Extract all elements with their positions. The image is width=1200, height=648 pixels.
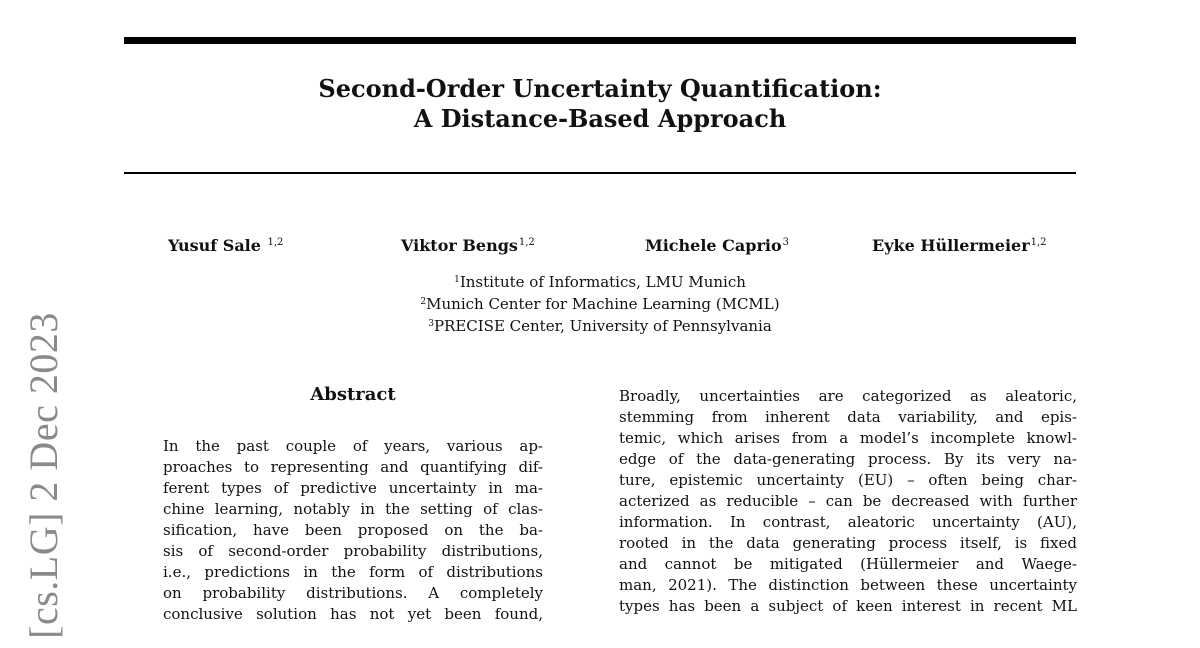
intro-line: Broadly, uncertainties are categorized as aleatoric, [619, 387, 1077, 405]
title-bottom-rule [124, 172, 1076, 174]
abstract-heading: Abstract [310, 384, 396, 405]
affil-mark: 2 [420, 297, 427, 307]
abstract-line: proaches to representing and quantifying dif- [163, 458, 543, 476]
intro-line: rooted in the data generating process itself, is fixed [619, 534, 1077, 552]
author-name: Viktor Bengs [401, 236, 518, 255]
abstract-body [163, 436, 543, 625]
author-1 [168, 236, 283, 255]
author-3 [645, 236, 789, 255]
author-4 [872, 236, 1047, 255]
abstract-line: on probability distributions. A completely [163, 584, 543, 602]
affiliation-2 [124, 292, 1076, 314]
affiliation-1 [124, 270, 1076, 292]
affiliation-list [124, 270, 1076, 336]
affiliation-3 [124, 314, 1076, 336]
intro-line: edge of the data-generating process. By its very na- [619, 450, 1077, 468]
abstract-line: conclusive solution has not yet been found, [163, 605, 543, 623]
intro-line: and cannot be mitigated (Hüllermeier and Waege- [619, 555, 1077, 573]
author-affil-mark: 3 [782, 237, 790, 248]
abstract-line: i.e., predictions in the form of distributions [163, 563, 543, 581]
arxiv-stamp-text: [cs.LG] 2 Dec 2023 [20, 311, 66, 639]
author-name: Yusuf Sale [168, 236, 261, 255]
author-list [0, 236, 1200, 260]
author-name: Eyke Hüllermeier [872, 236, 1030, 255]
intro-body [619, 386, 1077, 617]
author-affil-mark: 1,2 [518, 237, 535, 248]
author-affil-mark: 1,2 [267, 237, 284, 248]
intro-line: ture, epistemic uncertainty (EU) – often being char- [619, 471, 1077, 489]
abstract-line: ferent types of predictive uncertainty in ma- [163, 479, 543, 497]
affil-mark: 3 [428, 319, 434, 329]
abstract-line: chine learning, notably in the setting of clas- [163, 500, 543, 518]
author-name: Michele Caprio [645, 236, 782, 255]
arxiv-stamp [19, 312, 67, 638]
author-affil-mark: 1,2 [1030, 237, 1047, 248]
affil-mark: 1 [454, 275, 460, 285]
affil-text: Institute of Informatics, LMU Munich [459, 273, 746, 291]
intro-line: temic, which arises from a model’s incomplete knowl- [619, 429, 1077, 447]
intro-line: stemming from inherent data variability, and epis- [619, 408, 1077, 426]
intro-line: acterized as reducible – can be decreased with further [619, 492, 1077, 510]
intro-line: man, 2021). The distinction between these uncertainty [619, 576, 1077, 594]
author-2 [401, 236, 535, 255]
intro-line: information. In contrast, aleatoric uncertainty (AU), [619, 513, 1077, 531]
abstract-line: In the past couple of years, various ap- [163, 437, 543, 455]
title-top-rule [124, 37, 1076, 44]
paper-title [124, 74, 1076, 134]
abstract-line: sification, have been proposed on the ba- [163, 521, 543, 539]
affil-text: PRECISE Center, University of Pennsylvania [433, 317, 772, 335]
title-line-2: A Distance-Based Approach [413, 104, 787, 133]
intro-line: types has been a subject of keen interest in recent ML [619, 597, 1077, 615]
affil-text: Munich Center for Machine Learning (MCML) [426, 295, 780, 313]
title-line-1: Second-Order Uncertainty Quantification: [318, 74, 882, 103]
abstract-line: sis of second-order probability distributions, [163, 542, 543, 560]
